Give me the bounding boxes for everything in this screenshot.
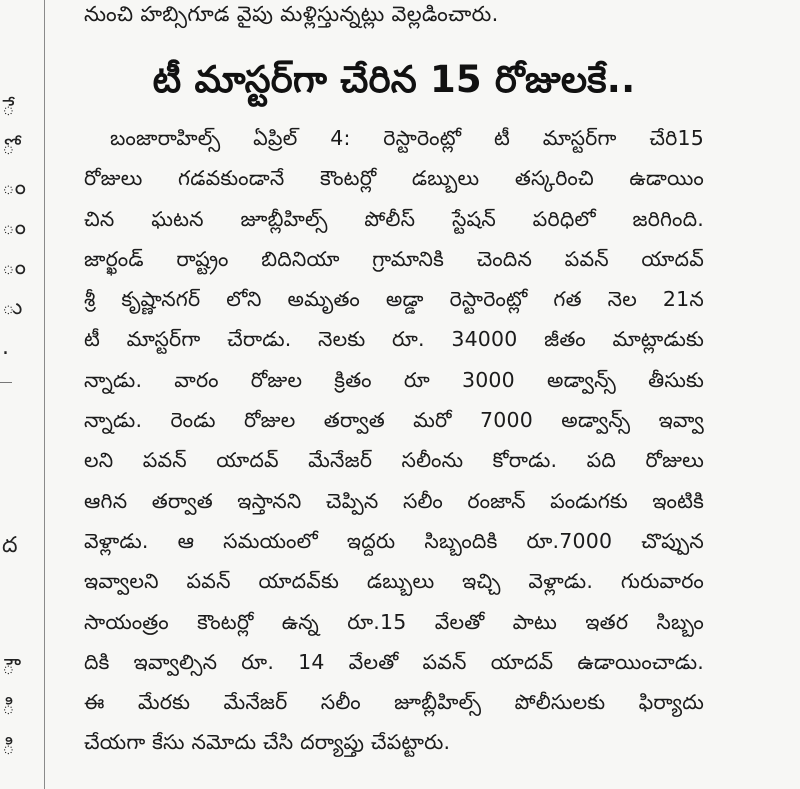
adjacent-column-fragment: ు	[2, 295, 23, 320]
adjacent-column-fragment: ౌ	[2, 655, 15, 680]
adjacent-column-fragment: ం	[2, 175, 26, 200]
article-body-line: న్నాడు. రెండు రోజుల తర్వాత మరో 7000 అడ్వాన్స్ ఇవ్వా	[84, 408, 704, 433]
article-headline: టీ మాస్టర్‌గా చేరిన 15 రోజులకే..	[152, 58, 636, 101]
article-body-line: చేయగా కేసు నమోదు చేసి దర్యాప్తు చేపట్టారు.	[84, 730, 451, 755]
adjacent-column-fragment: .	[2, 335, 9, 360]
article-body-line: ఇవ్వాలని పవన్ యాదవ్‌కు డబ్బులు ఇచ్చి వెళ్లాడు. గురువారం	[84, 569, 704, 594]
article-body-line: ఆగిన తర్వాత ఇస్తానని చెప్పిన సలీం రంజాన్ పండుగకు ఇంటికి	[84, 488, 704, 513]
news-article	[84, 0, 704, 763]
article-body-line: దికి ఇవ్వాల్సిన రూ. 14 వేలతో పవన్ యాదవ్ ఉడాయించాడు.	[84, 649, 704, 674]
article-body-line: శ్రీ కృష్ణానగర్ లోని అమృతం అడ్డా రెస్టారెంట్లో గత నెల 21న	[84, 287, 704, 312]
article-body-line: న్నాడు. వారం రోజుల క్రితం రూ 3000 అడ్వాన్స్ తీసుకు	[84, 367, 704, 392]
article-body-line: చిన ఘటన జూబ్లీహిల్స్ పోలీస్ స్టేషన్ పరిధిలో జరిగింది.	[84, 206, 704, 231]
adjacent-column-fragment: ం	[2, 215, 26, 240]
article-body-line: వెళ్లాడు. ఆ సమయంలో ఇద్దరు సిబ్బందికి రూ.7000 చొప్పున	[84, 528, 704, 553]
column-rule	[0, 382, 12, 383]
article-body-line: ఈ మేరకు మేనేజర్ సలీం జూబ్లీహిల్స్ పోలీసులకు ఫిర్యాదు	[84, 690, 704, 715]
article-body-line: టీ మాస్టర్‌గా చేరాడు. నెలకు రూ. 34000 జీతం మాట్లాడుకు	[84, 327, 704, 352]
article-body-line: లని పవన్ యాదవ్ మేనేజర్ సలీంను కోరాడు. పది రోజులు	[84, 448, 704, 473]
article-body-line: బంజారాహిల్స్ ఏప్రిల్ 4: రెస్టారెంట్లో టీ మాస్టర్‌గా చేరి15	[110, 126, 704, 150]
article-body-line: రోజులు గడవకుండానే కౌంటర్లో డబ్బులు తస్కరించి ఉడాయిం	[84, 166, 704, 191]
adjacent-column-fragment: ే	[2, 96, 15, 121]
adjacent-column-fragment: ి	[2, 735, 15, 760]
article-body	[84, 118, 704, 763]
adjacent-column-fragment: ం	[2, 255, 26, 280]
carryover-line: నుంచి హబ్సిగూడ వైపు మళ్లిస్తున్నట్లు వెల్లడించారు.	[84, 2, 499, 26]
article-body-line: జార్ఖండ్ రాష్ట్రం బిదినియా గ్రామానికి చెందిన పవన్ యాదవ్	[84, 246, 704, 271]
article-body-line: సాయంత్రం కౌంటర్లో ఉన్న రూ.15 వేలతో పాటు ఇతర సిబ్బం	[84, 609, 704, 634]
adjacent-column-fragment: ి	[2, 695, 15, 720]
adjacent-column-fragment: ద	[2, 533, 18, 558]
adjacent-column-strip	[0, 0, 45, 789]
adjacent-column-fragment: ో	[2, 135, 15, 160]
